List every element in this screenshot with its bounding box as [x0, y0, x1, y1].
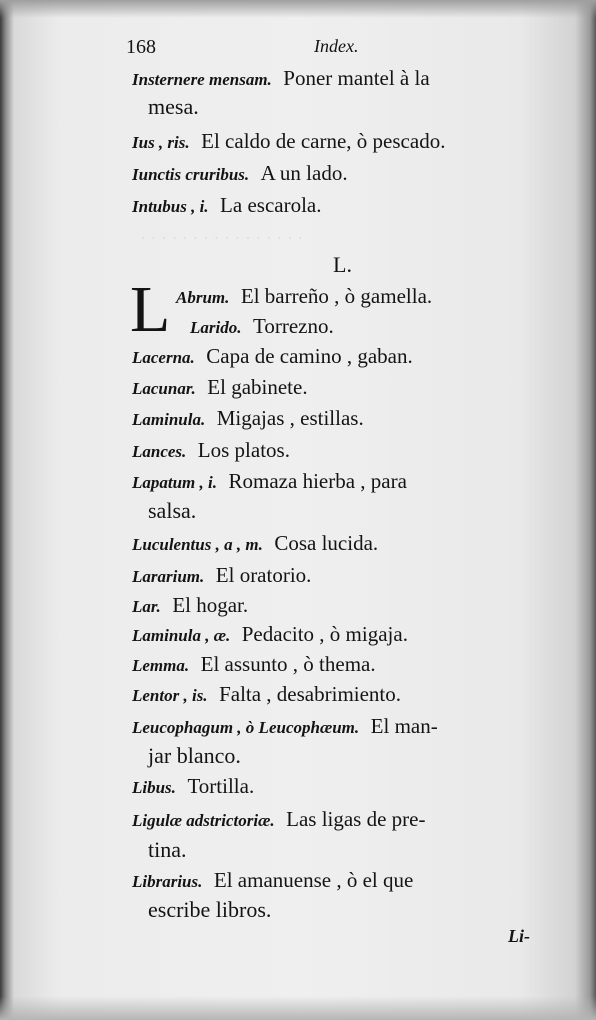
entry-headword: Lararium.: [132, 567, 205, 586]
entry-definition: El man-: [370, 714, 438, 738]
entry-definition: Migajas , estillas.: [216, 406, 364, 430]
entry-headword: Intubus , i.: [132, 197, 209, 216]
entry-definition: El hogar.: [172, 593, 249, 617]
drop-cap: L: [130, 273, 171, 346]
running-head: Index.: [314, 36, 359, 56]
entry-headword: Abrum.: [176, 288, 230, 307]
entry-line: [132, 650, 568, 680]
entry-headword: Lacunar.: [132, 379, 196, 398]
entry-headword: Laminula.: [132, 410, 206, 429]
entry-line: [176, 282, 568, 312]
entry-line: [132, 159, 568, 189]
entry-headword: Ius , ris.: [132, 133, 190, 152]
entry-continuation: escribe libros.: [148, 897, 272, 922]
entry-headword: Lacerna.: [132, 348, 195, 367]
entry-line: [132, 561, 568, 591]
entry-line: [132, 866, 568, 896]
entry-line: [132, 529, 568, 559]
entry-definition: Los platos.: [197, 438, 290, 462]
entry-headword: Iunctis cruribus.: [132, 165, 250, 184]
entry-line: [132, 127, 568, 157]
entry-line: [190, 312, 568, 342]
entry-definition: Falta , desabrimiento.: [219, 682, 402, 706]
page-number: 168: [126, 36, 156, 58]
entry-headword: Leucophagum , ò Leucophæum.: [132, 718, 360, 737]
section-heading: L.: [333, 252, 352, 277]
entry-headword: Laminula , æ.: [132, 626, 231, 645]
entry-definition: Poner mantel à la: [283, 66, 430, 90]
entry-headword: Librarius.: [132, 872, 203, 891]
entry-definition: A un lado.: [260, 161, 348, 185]
entry-definition: Torrezno.: [252, 314, 334, 338]
entry-definition: El caldo de carne, ò pescado.: [201, 129, 446, 153]
entry-line: [132, 404, 568, 434]
entry-line: [132, 680, 568, 710]
entry-headword: Larido.: [190, 318, 242, 337]
entry-line: [132, 620, 568, 650]
entry-headword: Lapatum , i.: [132, 473, 218, 492]
catchword: Li-: [508, 926, 530, 946]
entry-line: [132, 805, 568, 835]
entry-definition: Romaza hierba , para: [228, 469, 407, 493]
entry-headword: Lances.: [132, 442, 187, 461]
entry-continuation: salsa.: [148, 498, 197, 523]
entry-line: [132, 191, 568, 221]
entry-definition: Las ligas de pre-: [286, 807, 426, 831]
entry-headword: Libus.: [132, 778, 176, 797]
entry-headword: Luculentus , a , m.: [132, 535, 263, 554]
entry-definition: Capa de camino , gaban.: [206, 344, 413, 368]
entry-continuation: jar blanco.: [148, 743, 241, 768]
entry-continuation: tina.: [148, 837, 187, 862]
entry-line: [132, 712, 568, 742]
entry-line: [132, 772, 568, 802]
entry-definition: El assunto , ò thema.: [200, 652, 376, 676]
entry-definition: El amanuense , ò el que: [213, 868, 414, 892]
entry-definition: Cosa lucida.: [274, 531, 379, 555]
entry-line: [132, 64, 568, 94]
entry-headword: Lar.: [132, 597, 161, 616]
entry-continuation: mesa.: [148, 94, 199, 119]
entry-definition: Pedacito , ò migaja.: [241, 622, 408, 646]
entry-definition: El oratorio.: [215, 563, 312, 587]
entry-definition: El gabinete.: [207, 375, 308, 399]
entry-definition: Tortilla.: [187, 774, 255, 798]
entry-headword: Insternere mensam.: [132, 70, 272, 89]
entry-line: [132, 342, 568, 372]
entry-line: [132, 436, 568, 466]
entry-headword: Lemma.: [132, 656, 190, 675]
entry-headword: Ligulæ adstrictoriæ.: [132, 811, 275, 830]
entry-definition: La escarola.: [220, 193, 322, 217]
bleed-through-text: · · · · · · · · · · · · · · · ·: [140, 228, 304, 248]
entry-definition: El barreño , ò gamella.: [240, 284, 433, 308]
entry-line: [132, 467, 568, 497]
entry-line: [132, 591, 568, 621]
entry-line: [132, 373, 568, 403]
entry-headword: Lentor , is.: [132, 686, 208, 705]
